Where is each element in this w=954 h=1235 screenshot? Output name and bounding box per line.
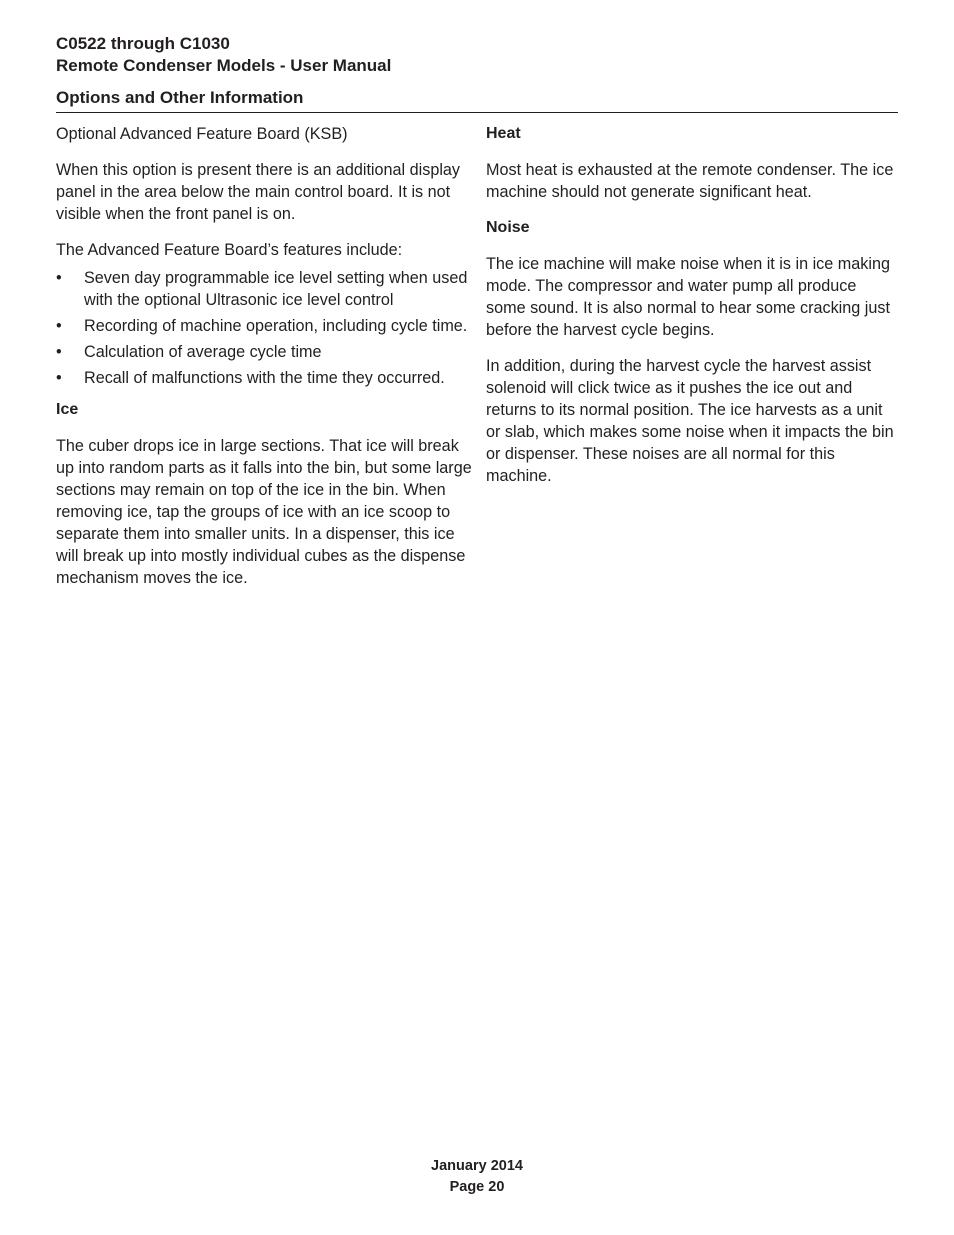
heat-paragraph: Most heat is exhausted at the remote condenser. The ice machine should not generate significant heat. (486, 161, 894, 201)
bullet-icon: • (56, 343, 62, 361)
page-footer (0, 1156, 954, 1198)
list-item (56, 341, 474, 363)
features-intro: The Advanced Feature Board’s features include: (56, 241, 403, 259)
bullet-icon: • (56, 269, 62, 287)
heat-heading: Heat (486, 125, 521, 142)
feature-text: Calculation of average cycle time (84, 343, 322, 361)
document-header (56, 33, 898, 77)
page-number: Page 20 (449, 1179, 505, 1195)
ksb-paragraph: When this option is present there is an additional display panel in the area below the main control board. It is not visible when the front panel is on. (56, 161, 461, 223)
section-title: Options and Other Information (56, 88, 304, 107)
feature-text: Recall of malfunctions with the time they occurred. (84, 369, 445, 387)
right-column (486, 123, 898, 501)
list-item (56, 367, 474, 389)
ice-paragraph: The cuber drops ice in large sections. That ice will break up into random parts as it falls into the bin, but some large sections may remain on top of the ice in the bin. When removing ice, tap the groups of ice with an ice scoop to separate them into smaller units. In a dispenser, this ice will break up into mostly individual cubes as the dispense mechanism moves the ice. (56, 437, 472, 587)
noise-heading: Noise (486, 219, 530, 236)
list-item (56, 315, 474, 337)
ice-heading: Ice (56, 401, 79, 418)
bullet-icon: • (56, 369, 62, 387)
document-subtitle: Remote Condenser Models - User Manual (56, 56, 392, 75)
header-divider (56, 112, 898, 113)
feature-text: Recording of machine operation, including cycle time. (84, 317, 468, 335)
ksb-heading: Optional Advanced Feature Board (KSB) (56, 125, 348, 143)
document-title: C0522 through C1030 (56, 34, 230, 53)
footer-date: January 2014 (431, 1158, 523, 1174)
feature-text: Seven day programmable ice level setting when used with the optional Ultrasonic ice level control (84, 269, 468, 309)
features-list (56, 267, 474, 389)
list-item (56, 267, 474, 311)
noise-paragraph-1: The ice machine will make noise when it is in ice making mode. The compressor and water pump all produce some sound. It is also normal to hear some cracking just before the harvest cycle begins. (486, 255, 890, 339)
noise-paragraph-2: In addition, during the harvest cycle the harvest assist solenoid will click twice as it pushes the ice out and returns to its normal position. The ice harvests as a unit or slab, which makes some noise when it impacts the bin or dispenser. These noises are all normal for this machine. (486, 357, 894, 485)
bullet-icon: • (56, 317, 62, 335)
left-column (56, 123, 474, 603)
